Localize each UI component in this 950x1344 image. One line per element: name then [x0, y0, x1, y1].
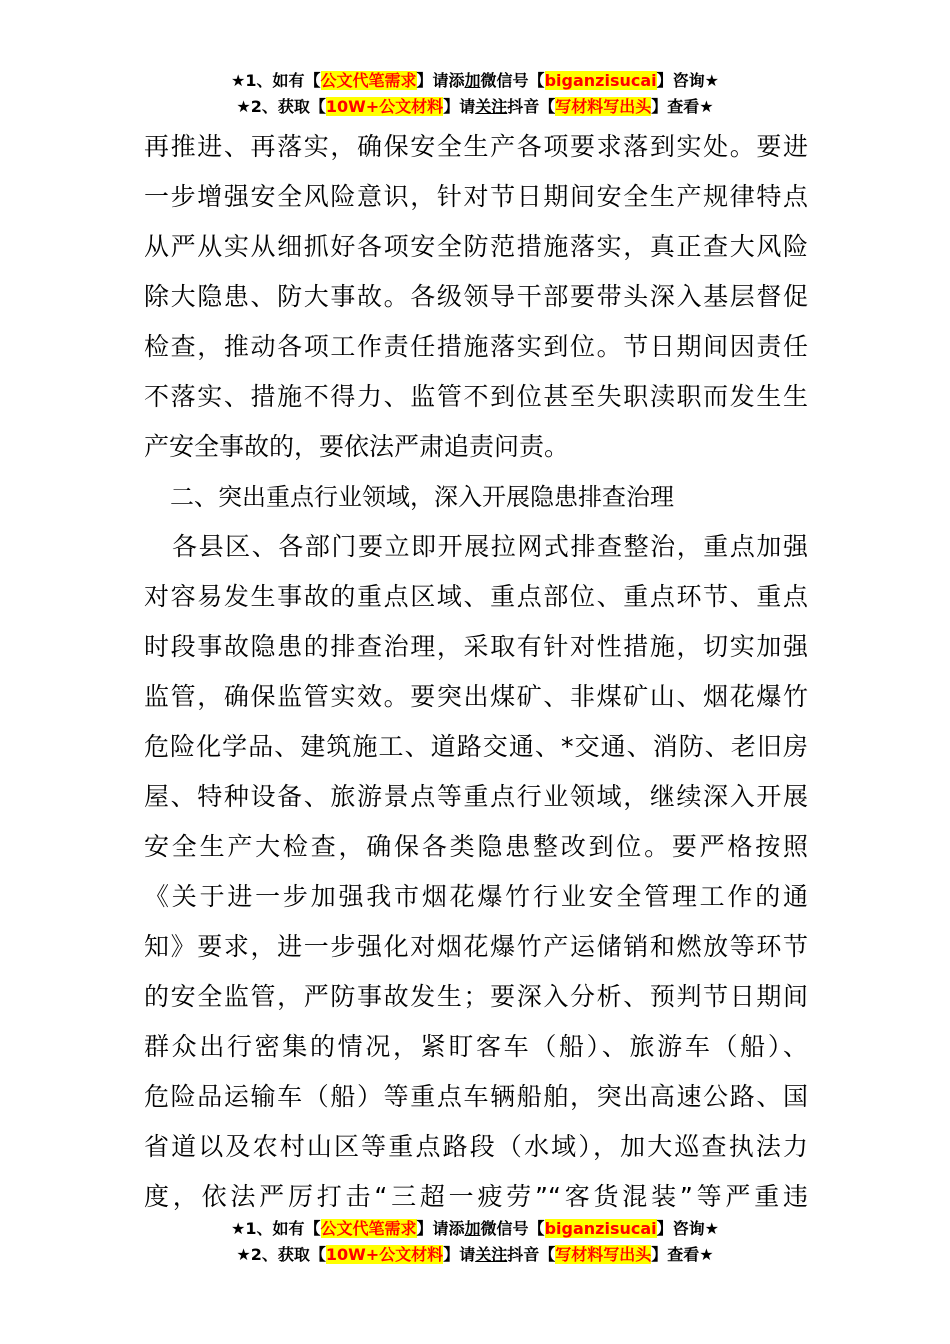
text-line: 从严从实从细抓好各项安全防范措施落实，真正查大风险 — [144, 232, 808, 261]
text-line: 群众出行密集的情况，紧盯客车（船）、旅游车（船）、 — [144, 1032, 808, 1061]
promo-text: 微信号【 — [480, 71, 545, 90]
promo-underlined-text: 关注 — [475, 97, 508, 116]
text-line: 危险化学品、建筑施工、道路交通、*交通、消防、老旧房 — [144, 732, 808, 761]
star-icon: ★ — [704, 1219, 719, 1238]
promo-line-2 — [0, 94, 950, 120]
promo-text: 1、如有【 — [245, 1219, 321, 1238]
promo-underlined-text: 加 — [464, 71, 481, 90]
promo-text: 】咨询 — [656, 1219, 705, 1238]
promo-text: 】请添 — [416, 71, 465, 90]
promo-underlined-text: 加 — [464, 1219, 481, 1238]
promo-line-1 — [0, 1216, 950, 1242]
promo-line-2 — [0, 1242, 950, 1268]
wechat-id-highlight: biganzisucai — [544, 1219, 657, 1238]
promo-text: 】请 — [443, 97, 476, 116]
promo-line-1 — [0, 68, 950, 94]
promo-highlight: 10W+公文材料 — [325, 1245, 444, 1264]
promo-text: 微信号【 — [480, 1219, 545, 1238]
text-line: 的安全监管，严防事故发生；要深入分析、预判节日期间 — [144, 982, 808, 1011]
text-line: 再推进、再落实，确保安全生产各项要求落到实处。要进 — [144, 132, 808, 161]
heading-text: 二、突出重点行业领域，深入开展隐患排查治理 — [170, 483, 674, 511]
promo-text: 】请 — [443, 1245, 476, 1264]
text-line: 屋、特种设备、旅游景点等重点行业领域，继续深入开展 — [144, 782, 808, 811]
text-line: 各县区、各部门要立即开展拉网式排查整治，重点加强 — [172, 532, 808, 561]
text-line: 一步增强安全风险意识，针对节日期间安全生产规律特点 — [144, 182, 808, 211]
paragraph-1 — [144, 122, 808, 472]
section-heading — [144, 472, 808, 522]
promo-text: 】请添 — [416, 1219, 465, 1238]
star-icon: ★ — [236, 97, 251, 116]
star-icon: ★ — [704, 71, 719, 90]
promo-text: 】查看 — [651, 1245, 700, 1264]
text-line: 对容易发生事故的重点区域、重点部位、重点环节、重点 — [144, 582, 808, 611]
paragraph-2 — [144, 522, 808, 1222]
promo-text: 抖音【 — [507, 97, 556, 116]
text-line: 检查，推动各项工作责任措施落实到位。节日期间因责任 — [144, 332, 808, 361]
promo-highlight: 公文代笔需求 — [320, 71, 417, 90]
star-icon: ★ — [699, 1245, 714, 1264]
promo-text: 2、获取【 — [250, 97, 326, 116]
top-promo-banner — [0, 68, 950, 120]
document-body — [144, 122, 808, 1222]
promo-text: 抖音【 — [507, 1245, 556, 1264]
promo-text: 】咨询 — [656, 71, 705, 90]
text-line: 知》要求，进一步强化对烟花爆竹产运储销和燃放等环节 — [144, 932, 808, 961]
text-line: 除大隐患、防大事故。各级领导干部要带头深入基层督促 — [144, 282, 808, 311]
bottom-promo-banner — [0, 1216, 950, 1268]
text-line: 安全生产大检查，确保各类隐患整改到位。要严格按照 — [144, 832, 808, 861]
promo-underlined-text: 关注 — [475, 1245, 508, 1264]
text-line: 危险品运输车（船）等重点车辆船舶，突出高速公路、国 — [144, 1082, 808, 1111]
text-line: 时段事故隐患的排查治理，采取有针对性措施，切实加强 — [144, 632, 808, 661]
text-line: 不落实、措施不得力、监管不到位甚至失职渎职而发生生 — [144, 382, 808, 411]
promo-highlight: 公文代笔需求 — [320, 1219, 417, 1238]
douyin-id-highlight: 写材料写出头 — [555, 1245, 652, 1264]
star-icon: ★ — [231, 1219, 246, 1238]
star-icon: ★ — [231, 71, 246, 90]
promo-text: 2、获取【 — [250, 1245, 326, 1264]
text-line: 《关于进一步加强我市烟花爆竹行业安全管理工作的通 — [144, 882, 808, 911]
text-line: 监管，确保监管实效。要突出煤矿、非煤矿山、烟花爆竹 — [144, 682, 808, 711]
douyin-id-highlight: 写材料写出头 — [555, 97, 652, 116]
text-line: 产安全事故的，要依法严肃追责问责。 — [144, 432, 570, 461]
promo-text: 1、如有【 — [245, 71, 321, 90]
star-icon: ★ — [236, 1245, 251, 1264]
promo-highlight: 10W+公文材料 — [325, 97, 444, 116]
star-icon: ★ — [699, 97, 714, 116]
text-line: 度，依法严厉打击“三超一疲劳”“客货混装”等严重违 — [144, 1182, 808, 1211]
promo-text: 】查看 — [651, 97, 700, 116]
text-line: 省道以及农村山区等重点路段（水域），加大巡查执法力 — [144, 1132, 808, 1161]
wechat-id-highlight: biganzisucai — [544, 71, 657, 90]
